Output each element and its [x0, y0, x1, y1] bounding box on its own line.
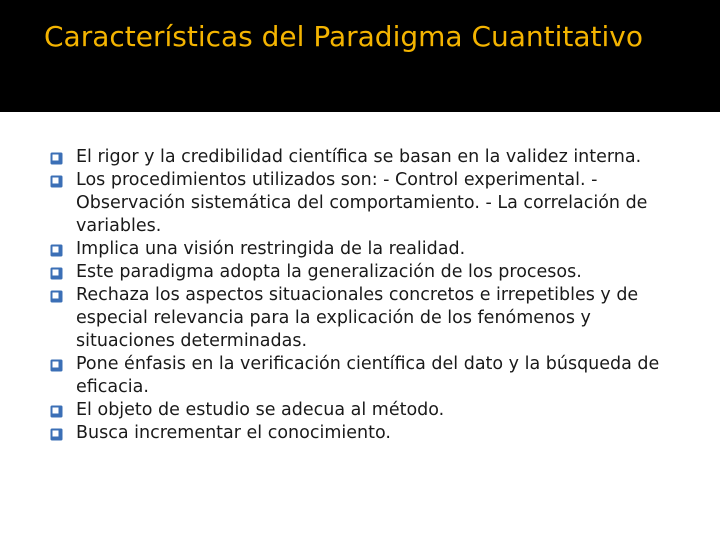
slide-title: Características del Paradigma Cuantitativo — [44, 20, 644, 53]
checkbox-bullet-icon — [50, 267, 63, 280]
bullet-text: Implica una visión restringida de la realidad. — [76, 239, 466, 259]
checkbox-bullet-icon — [50, 244, 63, 257]
checkbox-bullet-icon — [50, 428, 63, 441]
bullet-list — [50, 146, 690, 445]
bullet-item — [50, 146, 690, 169]
bullet-text: Rechaza los aspectos situacionales concretos e irrepetibles y de especial relevancia para la explicación de los fenómenos y situaciones determinadas. — [76, 285, 639, 351]
bullet-text: Este paradigma adopta la generalización de los procesos. — [76, 262, 582, 282]
bullet-text: El objeto de estudio se adecua al método. — [76, 400, 445, 420]
title-bar — [0, 0, 720, 112]
checkbox-bullet-icon — [50, 152, 63, 165]
bullet-item — [50, 353, 690, 399]
bullet-text: Busca incrementar el conocimiento. — [76, 423, 391, 443]
bullet-item — [50, 399, 690, 422]
checkbox-bullet-icon — [50, 175, 63, 188]
checkbox-bullet-icon — [50, 405, 63, 418]
bullet-item — [50, 261, 690, 284]
bullet-text: Pone énfasis en la verificación científica del dato y la búsqueda de eficacia. — [76, 354, 660, 397]
bullet-text: Los procedimientos utilizados son: - Control experimental. - Observación sistemática del comportamiento. - La correlación de variables. — [76, 170, 648, 236]
bullet-item — [50, 238, 690, 261]
checkbox-bullet-icon — [50, 359, 63, 372]
checkbox-bullet-icon — [50, 290, 63, 303]
bullet-item — [50, 169, 690, 238]
bullet-item — [50, 422, 690, 445]
bullet-item — [50, 284, 690, 353]
bullet-text: El rigor y la credibilidad científica se basan en la validez interna. — [76, 147, 642, 167]
